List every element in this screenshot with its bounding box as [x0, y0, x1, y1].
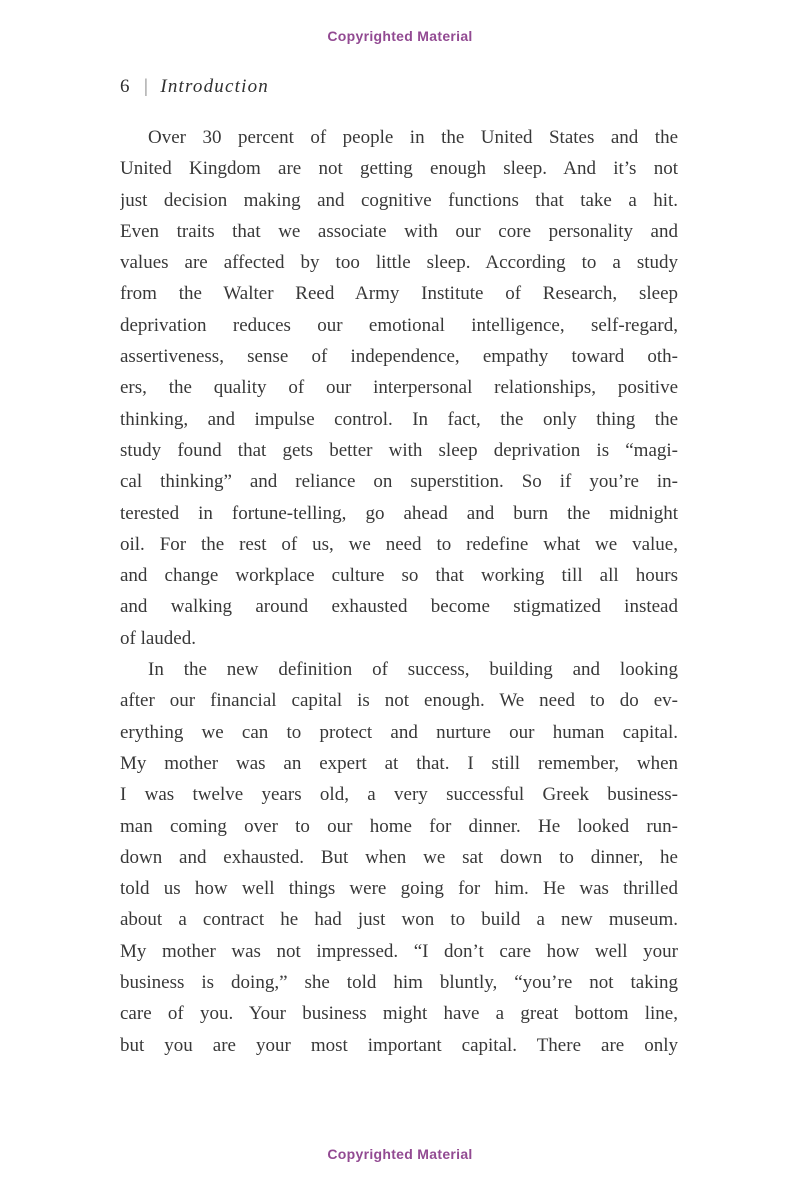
- copyright-watermark-bottom: Copyrighted Material: [327, 1146, 473, 1162]
- body-line: deprivation reduces our emotional intelligence, self-regard,: [120, 314, 678, 336]
- body-line: I was twelve years old, a very successful Greek business-: [120, 784, 678, 806]
- body-line: but you are your most important capital. There are only: [120, 1034, 678, 1056]
- body-line: United Kingdom are not getting enough sleep. And it’s not: [120, 158, 678, 180]
- body-line: told us how well things were going for him. He was thrilled: [120, 878, 678, 900]
- body-text: [120, 122, 678, 1061]
- body-line: just decision making and cognitive functions that take a hit.: [120, 189, 678, 211]
- body-line: ers, the quality of our interpersonal relationships, positive: [120, 377, 678, 399]
- body-line: My mother was an expert at that. I still remember, when: [120, 752, 678, 774]
- body-line: down and exhausted. But when we sat down to dinner, he: [120, 846, 678, 868]
- body-line: thinking, and impulse control. In fact, the only thing the: [120, 408, 678, 430]
- body-line: business is doing,” she told him bluntly, “you’re not taking: [120, 972, 678, 994]
- chapter-title: Introduction: [160, 76, 269, 97]
- body-line: man coming over to our home for dinner. He looked run-: [120, 815, 678, 837]
- header-separator: |: [144, 76, 147, 97]
- body-line: oil. For the rest of us, we need to redefine what we value,: [120, 533, 678, 555]
- copyright-watermark-top: Copyrighted Material: [327, 28, 473, 44]
- body-line: about a contract he had just won to build a new museum.: [120, 909, 678, 931]
- body-line: erything we can to protect and nurture our human capital.: [120, 721, 678, 743]
- page-number: 6: [120, 76, 131, 97]
- body-line: of lauded.: [120, 627, 196, 649]
- body-line: Even traits that we associate with our core personality and: [120, 220, 678, 242]
- body-line: care of you. Your business might have a great bottom line,: [120, 1003, 678, 1025]
- body-line: cal thinking” and reliance on superstition. So if you’re in-: [120, 471, 678, 493]
- body-line: and change workplace culture so that working till all hours: [120, 565, 678, 587]
- body-line: after our financial capital is not enough. We need to do ev-: [120, 690, 678, 712]
- body-line: In the new definition of success, building and looking: [148, 659, 678, 681]
- body-line: My mother was not impressed. “I don’t care how well your: [120, 940, 678, 962]
- body-line: study found that gets better with sleep deprivation is “magi-: [120, 439, 678, 461]
- body-line: values are affected by too little sleep. According to a study: [120, 252, 678, 274]
- body-line: from the Walter Reed Army Institute of Research, sleep: [120, 283, 678, 305]
- body-line: terested in fortune-telling, go ahead and burn the midnight: [120, 502, 678, 524]
- body-line: assertiveness, sense of independence, empathy toward oth-: [120, 346, 678, 368]
- running-header: [120, 76, 678, 98]
- body-line: and walking around exhausted become stigmatized instead: [120, 596, 678, 618]
- body-line: Over 30 percent of people in the United States and the: [148, 127, 678, 148]
